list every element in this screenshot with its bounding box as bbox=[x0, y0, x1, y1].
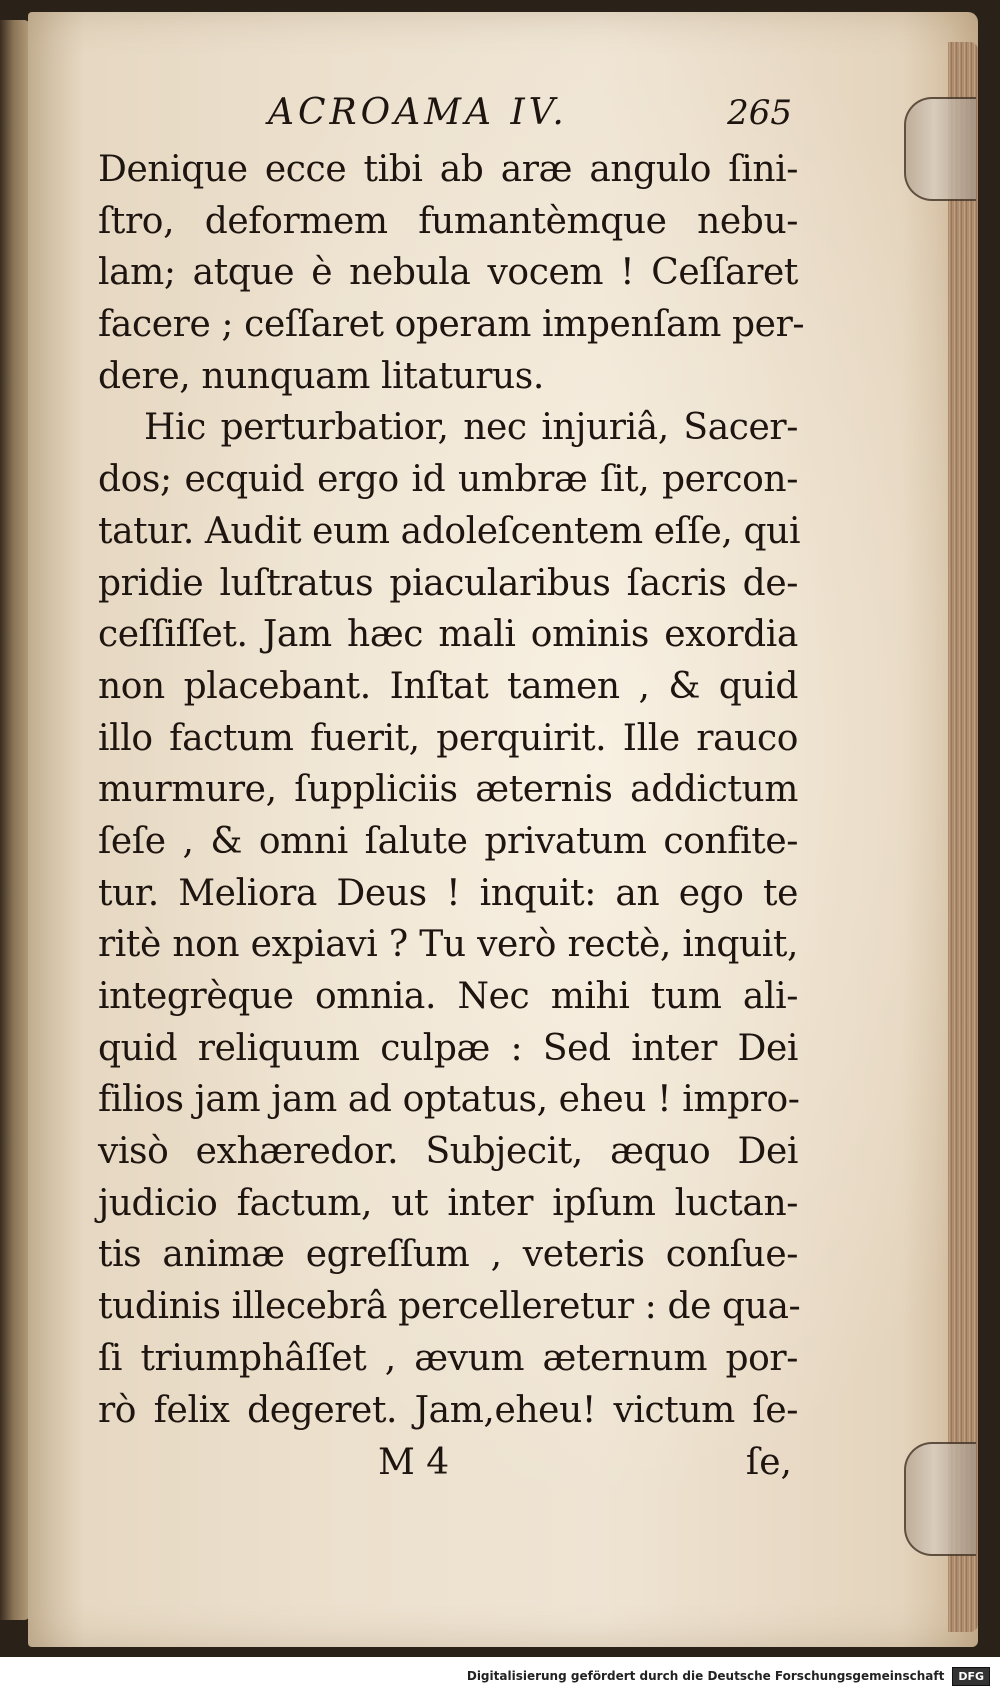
text-line: facere ; ceſſaret operam impenſam per- bbox=[98, 304, 805, 346]
clasp-bottom bbox=[904, 1442, 976, 1556]
catchword: ſe, bbox=[745, 1442, 792, 1484]
text-line: filios jam jam ad optatus, eheu ! impro- bbox=[98, 1079, 800, 1121]
text-line: Denique ecce tibi ab aræ angulo ſini- bbox=[98, 149, 798, 190]
text-line: pridie luſtratus piacularibus ſacris de- bbox=[98, 562, 798, 604]
page-edges bbox=[948, 42, 978, 1632]
text-block bbox=[98, 92, 805, 1492]
text-line: Hic perturbatior, nec injuriâ, Sacer- bbox=[144, 407, 798, 449]
digitization-credit-text: Digitalisierung gefördert durch die Deutsche Forschungsgemeinschaft bbox=[466, 1669, 945, 1683]
digitization-credit-bar bbox=[0, 1657, 1000, 1695]
text-line: illo factum fuerit, perquirit. Ille rauco bbox=[98, 717, 798, 759]
dfg-logo-icon: DFG bbox=[952, 1667, 990, 1686]
page-number: 265 bbox=[727, 93, 792, 133]
text-line: judicio factum, ut inter ipſum luctan- bbox=[98, 1182, 798, 1224]
page-footer bbox=[98, 1442, 798, 1492]
text-line: lam; atque è nebula vocem ! Ceſſaret bbox=[98, 252, 798, 294]
text-line: ſi triumphâſſet , ævum æternum por- bbox=[98, 1337, 798, 1379]
facing-page-edge bbox=[0, 20, 30, 1620]
running-head bbox=[98, 92, 798, 138]
text-line: quid reliquum culpæ : Sed inter Dei bbox=[98, 1027, 798, 1069]
text-line: rò felix degeret. Jam,eheu! victum ſe- bbox=[98, 1389, 798, 1431]
text-line: dere, nunquam litaturus. bbox=[98, 355, 544, 397]
text-line: ſeſe , & omni ſalute privatum confite- bbox=[98, 820, 798, 862]
text-line: tur. Meliora Deus ! inquit: an ego te bbox=[98, 872, 798, 914]
text-line: ritè non expiavi ? Tu verò rectè, inquit, bbox=[98, 924, 798, 966]
body-text bbox=[98, 144, 805, 1436]
text-line: ſtro, deformem fumantèmque nebu- bbox=[98, 200, 798, 242]
text-line: visò exhæredor. Subjecit, æquo Dei bbox=[98, 1131, 798, 1173]
text-line: tudinis illecebrâ percelleretur : de qua- bbox=[98, 1286, 801, 1328]
clasp-top bbox=[904, 97, 976, 201]
text-line: ceſſiſſet. Jam hæc mali ominis exordia bbox=[98, 614, 798, 656]
text-line: integrèque omnia. Nec mihi tum ali- bbox=[98, 976, 798, 1017]
text-line: dos; ecquid ergo id umbræ ſit, percon- bbox=[98, 459, 798, 501]
text-line: tis animæ egreſſum , veteris conſue- bbox=[98, 1234, 798, 1276]
text-line: tatur. Audit eum adoleſcentem eſſe, qui bbox=[98, 510, 801, 552]
text-line: non placebant. Inſtat tamen , & quid bbox=[98, 665, 798, 707]
signature-mark: M 4 bbox=[378, 1442, 450, 1484]
text-line: murmure, ſuppliciis æternis addictum bbox=[98, 769, 798, 811]
book-page bbox=[28, 12, 978, 1647]
running-title: ACROAMA IV. bbox=[268, 92, 568, 133]
